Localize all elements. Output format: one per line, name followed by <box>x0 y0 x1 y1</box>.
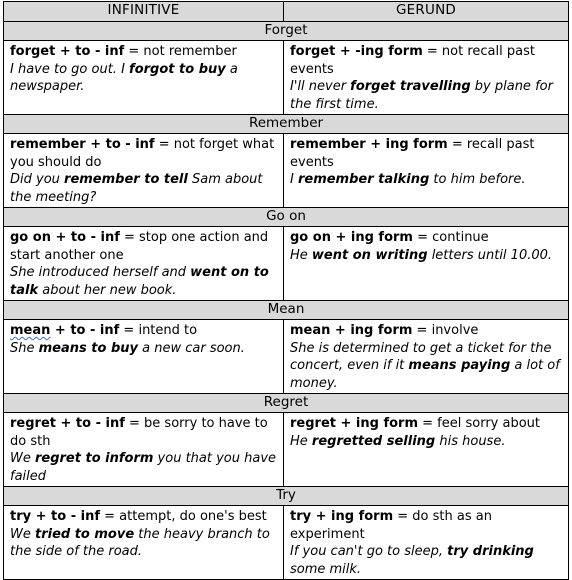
example-text: Did you <box>10 172 65 187</box>
section-content-row <box>4 506 569 580</box>
rule-meaning: = not recall past events <box>290 44 535 77</box>
section-header-row <box>4 208 569 227</box>
infinitive-cell <box>4 506 284 580</box>
section-header-row <box>4 22 569 41</box>
rule-line <box>290 230 489 245</box>
gerund-cell <box>284 227 569 301</box>
section-content-row <box>4 320 569 394</box>
cell-content <box>284 320 568 393</box>
spellcheck-underline: mean <box>10 323 51 338</box>
header-infinitive: INFINITIVE <box>4 2 284 22</box>
cell-content <box>4 413 283 486</box>
cell-content <box>284 134 568 190</box>
rule-meaning: = continue <box>412 230 489 245</box>
gerund-cell <box>284 413 569 487</box>
example-sentence <box>10 172 263 205</box>
example-highlight: remember talking <box>297 172 430 187</box>
header-gerund: GERUND <box>284 2 569 22</box>
rule-meaning: = not forget what you should do <box>10 137 275 170</box>
example-highlight: regretted selling <box>311 433 436 449</box>
rule-meaning: = do sth as an experiment <box>290 509 492 542</box>
example-text: Sam about the meeting? <box>10 172 263 205</box>
example-text: the heavy branch to the side of the road. <box>10 526 270 559</box>
example-highlight: means to buy <box>38 340 138 356</box>
infinitive-cell <box>4 41 284 115</box>
rule-form: try + to - inf <box>10 509 101 524</box>
rule-meaning: = recall past events <box>290 137 535 170</box>
example-text: I have to go out. I <box>10 61 130 77</box>
example-text: She <box>10 340 39 356</box>
header-row <box>4 2 569 22</box>
grammar-table <box>3 1 569 580</box>
rule-line <box>290 416 540 431</box>
rule-form: forget + to - inf <box>10 44 125 59</box>
rule-line <box>290 509 492 542</box>
example-sentence <box>290 172 526 187</box>
rule-meaning: = be sorry to have to do sth <box>10 416 268 449</box>
gerund-cell <box>284 41 569 115</box>
example-highlight: forgot to buy <box>129 61 226 77</box>
example-sentence <box>10 62 238 95</box>
rule-meaning: = attempt, do one's best <box>100 509 267 524</box>
rule-line <box>10 509 267 524</box>
section-title: Go on <box>4 208 569 227</box>
example-text: He <box>290 247 312 263</box>
example-text: If you can't go to sleep, <box>290 544 448 559</box>
section-header-row <box>4 115 569 134</box>
example-sentence <box>10 341 245 356</box>
gerund-cell <box>284 134 569 208</box>
example-text: I'll never <box>290 79 351 94</box>
example-text: She introduced herself and <box>10 265 191 280</box>
example-sentence <box>290 79 553 112</box>
cell-content <box>284 413 568 451</box>
example-text: a lot of money. <box>290 358 560 391</box>
rule-form: mean + to - inf <box>10 323 120 338</box>
section-title: Try <box>4 487 569 506</box>
section-header-row <box>4 487 569 506</box>
infinitive-cell <box>4 227 284 301</box>
example-highlight: means paying <box>408 358 511 373</box>
rule-form: try + ing form <box>290 509 394 524</box>
example-text: by plane for the first time. <box>290 79 553 112</box>
example-highlight: regret to inform <box>34 451 154 466</box>
example-text: a newspaper. <box>10 61 238 94</box>
example-text: We <box>10 451 35 466</box>
example-text: letters until 10.00. <box>427 247 553 263</box>
rule-meaning: = feel sorry about <box>418 416 541 431</box>
example-sentence <box>290 544 534 577</box>
cell-content <box>284 227 568 265</box>
rule-line <box>290 137 534 170</box>
rule-line <box>10 137 274 170</box>
rule-line <box>10 230 268 263</box>
example-sentence <box>290 434 505 449</box>
example-highlight: tried to move <box>34 526 135 542</box>
example-text: She is determined to get a ticket for the concert, even if it <box>290 340 552 373</box>
gerund-cell <box>284 320 569 394</box>
section-title: Mean <box>4 301 569 320</box>
cell-content <box>4 506 283 562</box>
example-highlight: remember to tell <box>64 172 188 187</box>
cell-content <box>284 506 568 579</box>
example-text: you that you have failed <box>10 451 277 484</box>
example-sentence <box>290 248 552 263</box>
cell-content <box>4 320 283 358</box>
example-highlight: try drinking <box>447 544 534 559</box>
example-text: We <box>10 526 35 542</box>
rule-form: remember + to - inf <box>10 137 155 152</box>
cell-content <box>4 227 283 300</box>
rule-meaning: = involve <box>412 323 479 338</box>
rule-meaning: = not remember <box>124 44 237 59</box>
infinitive-cell <box>4 134 284 208</box>
rule-form: regret + ing form <box>290 416 419 431</box>
section-title: Remember <box>4 115 569 134</box>
example-text: I <box>290 172 298 187</box>
rule-form: forget + -ing form <box>290 44 423 59</box>
rule-line <box>10 416 268 449</box>
example-sentence <box>290 341 560 391</box>
cell-content <box>4 41 283 97</box>
example-text: a new car soon. <box>138 340 245 356</box>
section-header-row <box>4 301 569 320</box>
cell-content <box>284 41 568 114</box>
example-text: some milk. <box>290 561 362 577</box>
rule-form: go on + to - inf <box>10 230 120 245</box>
example-text: He <box>290 433 312 449</box>
rule-line <box>10 323 197 338</box>
section-content-row <box>4 413 569 487</box>
section-content-row <box>4 41 569 115</box>
example-text: about her new book. <box>38 282 177 298</box>
example-text: his house. <box>435 433 506 449</box>
rule-form: go on + ing form <box>290 230 413 245</box>
section-header-row <box>4 394 569 413</box>
cell-content <box>4 134 283 207</box>
example-sentence <box>10 527 270 560</box>
rule-form: mean + ing form <box>290 323 413 338</box>
rule-meaning: = stop one action and start another one <box>10 230 269 263</box>
rule-line <box>10 44 237 59</box>
rule-line <box>290 323 478 338</box>
rule-line <box>290 44 535 77</box>
infinitive-cell <box>4 320 284 394</box>
rule-form: regret + to - inf <box>10 416 125 431</box>
example-sentence <box>10 265 269 298</box>
section-title: Regret <box>4 394 569 413</box>
infinitive-cell <box>4 413 284 487</box>
gerund-cell <box>284 506 569 580</box>
example-highlight: went on to talk <box>10 265 269 298</box>
section-title: Forget <box>4 22 569 41</box>
example-highlight: forget travelling <box>350 79 471 94</box>
example-text: to him before. <box>429 172 526 187</box>
example-sentence <box>10 451 276 484</box>
rule-meaning: = intend to <box>119 323 198 338</box>
rule-form: remember + ing form <box>290 137 448 152</box>
section-content-row <box>4 227 569 301</box>
section-content-row <box>4 134 569 208</box>
example-highlight: went on writing <box>311 247 428 263</box>
